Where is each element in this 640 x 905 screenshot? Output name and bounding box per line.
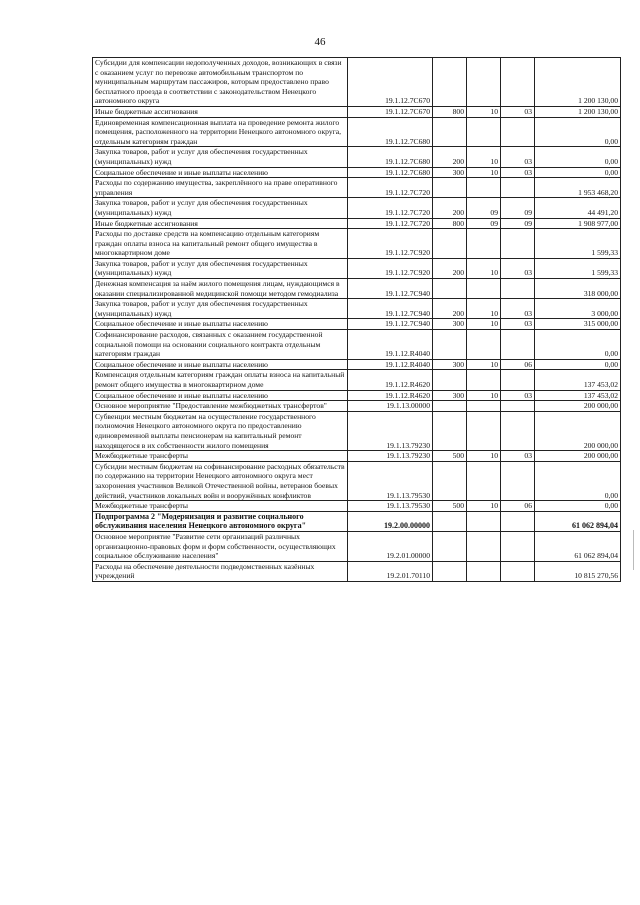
- row-section: 10: [467, 258, 501, 278]
- table-row: [93, 178, 621, 198]
- row-amount: 0,00: [535, 147, 621, 167]
- row-subsection: [501, 229, 535, 259]
- row-section: [467, 401, 501, 412]
- row-subsection: 06: [501, 359, 535, 370]
- row-code: 19.2.01.70110: [348, 561, 433, 581]
- row-section: [467, 330, 501, 360]
- row-code: 19.2.01.00000: [348, 531, 433, 561]
- row-amount: 1 908 977,00: [535, 218, 621, 229]
- table-row: [93, 198, 621, 218]
- row-name: Закупка товаров, работ и услуг для обеспечения государственных (муниципальных) нужд: [93, 299, 348, 319]
- row-expense-type: [433, 117, 467, 147]
- row-amount: 10 815 270,56: [535, 561, 621, 581]
- row-code: 19.1.13.00000: [348, 401, 433, 412]
- row-amount: 200 000,00: [535, 451, 621, 462]
- row-amount: 0,00: [535, 330, 621, 360]
- row-amount: 1 200 130,00: [535, 106, 621, 117]
- row-name: Закупка товаров, работ и услуг для обеспечения государственных (муниципальных) нужд: [93, 147, 348, 167]
- row-amount: 61 062 894,04: [535, 531, 621, 561]
- table-row: [93, 218, 621, 229]
- row-name: Закупка товаров, работ и услуг для обеспечения государственных (муниципальных) нужд: [93, 198, 348, 218]
- row-expense-type: [433, 531, 467, 561]
- row-expense-type: [433, 279, 467, 299]
- row-subsection: [501, 411, 535, 450]
- row-name: Расходы на обеспечение деятельности подведомственных казённых учреждений: [93, 561, 348, 581]
- row-name: Закупка товаров, работ и услуг для обеспечения государственных (муниципальных) нужд: [93, 258, 348, 278]
- row-amount: 0,00: [535, 501, 621, 512]
- row-section: 10: [467, 501, 501, 512]
- row-code: 19.1.12.7С680: [348, 117, 433, 147]
- row-name: Субсидии для компенсации недополученных доходов, возникающих в связи с оказанием услуг по перевозке автомобильным транспортом по муниципальным маршрутам пассажиров, которым предоставлено право бесплатного проезда в соответствии с законодательством Ненецкого автономного округа: [93, 58, 348, 107]
- table-row: [93, 117, 621, 147]
- row-code: 19.1.13.79230: [348, 451, 433, 462]
- row-code: 19.1.12.7С720: [348, 198, 433, 218]
- row-amount: 44 491,20: [535, 198, 621, 218]
- table-row: [93, 258, 621, 278]
- row-code: 19.1.13.79530: [348, 461, 433, 500]
- row-expense-type: 300: [433, 319, 467, 330]
- row-expense-type: [433, 461, 467, 500]
- table-row: [93, 501, 621, 512]
- row-amount: 3 000,00: [535, 299, 621, 319]
- row-amount: 137 453,02: [535, 390, 621, 401]
- row-name: Иные бюджетные ассигнования: [93, 106, 348, 117]
- row-subsection: 03: [501, 319, 535, 330]
- row-expense-type: [433, 178, 467, 198]
- row-amount: 1 599,33: [535, 229, 621, 259]
- row-subsection: 06: [501, 501, 535, 512]
- row-expense-type: 200: [433, 299, 467, 319]
- row-section: 10: [467, 167, 501, 178]
- row-code: 19.1.12.7С670: [348, 106, 433, 117]
- row-section: 10: [467, 390, 501, 401]
- row-name: Субсидии местным бюджетам на софинансирование расходных обязательств по содержанию на территории Ненецкого автономного округа мест захоронения участников Великой Отечественной войны, ветеранов боевых действий, участников локальных войн и вооружённых конфликтов: [93, 461, 348, 500]
- row-expense-type: [433, 511, 467, 531]
- row-expense-type: [433, 401, 467, 412]
- row-name: Денежная компенсация за наём жилого помещения лицам, нуждающимся в оказании специализированной медицинской помощи методом гемодиализа: [93, 279, 348, 299]
- table-row: [93, 511, 621, 531]
- row-subsection: 09: [501, 198, 535, 218]
- row-subsection: [501, 531, 535, 561]
- row-amount: 0,00: [535, 167, 621, 178]
- row-expense-type: [433, 330, 467, 360]
- row-code: 19.1.12.7С720: [348, 178, 433, 198]
- row-name: Софинансирование расходов, связанных с оказанием государственной социальной помощи на основании социального контракта отдельным категориям граждан: [93, 330, 348, 360]
- row-expense-type: 800: [433, 106, 467, 117]
- row-code: 19.1.12.7С920: [348, 258, 433, 278]
- row-expense-type: [433, 58, 467, 107]
- row-name: Основное мероприятие "Предоставление межбюджетных трансфертов": [93, 401, 348, 412]
- row-amount: 200 000,00: [535, 401, 621, 412]
- row-expense-type: 300: [433, 359, 467, 370]
- row-section: [467, 370, 501, 390]
- row-expense-type: 500: [433, 451, 467, 462]
- row-code: 19.1.13.79530: [348, 501, 433, 512]
- page-number: 46: [314, 36, 326, 48]
- table-row: [93, 330, 621, 360]
- row-expense-type: 200: [433, 147, 467, 167]
- row-section: [467, 531, 501, 561]
- row-expense-type: [433, 561, 467, 581]
- row-subsection: 03: [501, 258, 535, 278]
- row-section: [467, 561, 501, 581]
- row-expense-type: 300: [433, 167, 467, 178]
- row-code: 19.1.12.7С720: [348, 218, 433, 229]
- row-code: 19.1.12.7С920: [348, 229, 433, 259]
- table-row: [93, 561, 621, 581]
- row-subsection: 03: [501, 299, 535, 319]
- row-section: [467, 511, 501, 531]
- row-subsection: 03: [501, 106, 535, 117]
- row-section: 09: [467, 198, 501, 218]
- row-amount: 1 953 468,20: [535, 178, 621, 198]
- row-code: 19.1.12.7С940: [348, 319, 433, 330]
- row-amount: 137 453,02: [535, 370, 621, 390]
- row-amount: 200 000,00: [535, 411, 621, 450]
- row-section: [467, 117, 501, 147]
- row-code: 19.1.12.R4040: [348, 359, 433, 370]
- row-name: Межбюджетные трансферты: [93, 451, 348, 462]
- row-code: 19.1.12.7С940: [348, 279, 433, 299]
- row-name: Иные бюджетные ассигнования: [93, 218, 348, 229]
- table-row: [93, 58, 621, 107]
- row-name: Межбюджетные трансферты: [93, 501, 348, 512]
- row-section: 10: [467, 147, 501, 167]
- row-expense-type: 500: [433, 501, 467, 512]
- row-amount: 1 599,33: [535, 258, 621, 278]
- row-subsection: 03: [501, 147, 535, 167]
- table-row: [93, 370, 621, 390]
- row-section: [467, 279, 501, 299]
- table-row: [93, 451, 621, 462]
- row-name: Субвенции местным бюджетам на осуществление государственного полномочия Ненецкого автономного округа по предоставлению единовременной выплаты пенсионерам на капитальный ремонт находящегося в их собственности жилого помещения: [93, 411, 348, 450]
- row-subsection: [501, 461, 535, 500]
- table-body: [93, 58, 621, 582]
- row-subsection: 03: [501, 390, 535, 401]
- budget-table: [92, 57, 621, 582]
- row-name: Единовременная компенсационная выплата на проведение ремонта жилого помещения, расположенного на территории Ненецкого автономного округа, отдельным категориям граждан: [93, 117, 348, 147]
- row-name: Социальное обеспечение и иные выплаты населению: [93, 319, 348, 330]
- row-name: Подпрограмма 2 "Модернизация и развитие социального обслуживания населения Ненецкого автономного округа": [93, 511, 348, 531]
- row-section: 10: [467, 451, 501, 462]
- row-subsection: 03: [501, 167, 535, 178]
- row-expense-type: 800: [433, 218, 467, 229]
- row-amount: 61 062 894,04: [535, 511, 621, 531]
- row-name: Основное мероприятие "Развитие сети организаций различных организационно-правовых форм и форм собственности, осуществляющих социальное обслуживание населения": [93, 531, 348, 561]
- row-code: 19.1.12.7С680: [348, 167, 433, 178]
- row-code: 19.1.13.79230: [348, 411, 433, 450]
- row-subsection: [501, 401, 535, 412]
- row-section: 10: [467, 299, 501, 319]
- row-amount: 0,00: [535, 359, 621, 370]
- table-row: [93, 279, 621, 299]
- row-expense-type: [433, 411, 467, 450]
- table-row: [93, 411, 621, 450]
- table-row: [93, 461, 621, 500]
- table-row: [93, 106, 621, 117]
- row-expense-type: 200: [433, 198, 467, 218]
- row-code: 19.1.12.7С680: [348, 147, 433, 167]
- table-row: [93, 229, 621, 259]
- row-subsection: [501, 561, 535, 581]
- row-section: [467, 178, 501, 198]
- row-section: 09: [467, 218, 501, 229]
- row-section: [467, 229, 501, 259]
- row-name: Компенсация отдельным категориям граждан оплаты взноса на капитальный ремонт общего имущества в многоквартирном доме: [93, 370, 348, 390]
- row-section: 10: [467, 359, 501, 370]
- row-expense-type: [433, 229, 467, 259]
- row-expense-type: 300: [433, 390, 467, 401]
- row-code: 19.1.12.R4620: [348, 370, 433, 390]
- row-subsection: [501, 330, 535, 360]
- row-subsection: 03: [501, 451, 535, 462]
- row-subsection: [501, 370, 535, 390]
- row-amount: 318 000,00: [535, 279, 621, 299]
- row-expense-type: [433, 370, 467, 390]
- table-row: [93, 531, 621, 561]
- row-subsection: [501, 511, 535, 531]
- row-name: Социальное обеспечение и иные выплаты населению: [93, 390, 348, 401]
- table-row: [93, 299, 621, 319]
- row-subsection: 09: [501, 218, 535, 229]
- table-row: [93, 359, 621, 370]
- row-amount: 0,00: [535, 461, 621, 500]
- table-row: [93, 167, 621, 178]
- row-section: 10: [467, 319, 501, 330]
- row-code: 19.1.12.R4620: [348, 390, 433, 401]
- table-row: [93, 319, 621, 330]
- row-section: [467, 461, 501, 500]
- table-row: [93, 390, 621, 401]
- row-amount: 1 200 130,00: [535, 58, 621, 107]
- scan-artifact: [633, 530, 634, 570]
- row-name: Социальное обеспечение и иные выплаты населению: [93, 167, 348, 178]
- row-expense-type: 200: [433, 258, 467, 278]
- row-subsection: [501, 178, 535, 198]
- row-subsection: [501, 117, 535, 147]
- table-row: [93, 401, 621, 412]
- row-code: 19.2.00.00000: [348, 511, 433, 531]
- row-subsection: [501, 279, 535, 299]
- row-amount: 315 000,00: [535, 319, 621, 330]
- row-name: Социальное обеспечение и иные выплаты населению: [93, 359, 348, 370]
- row-section: [467, 58, 501, 107]
- row-code: 19.1.12.7С940: [348, 299, 433, 319]
- row-subsection: [501, 58, 535, 107]
- row-section: 10: [467, 106, 501, 117]
- row-code: 19.1.12.R4040: [348, 330, 433, 360]
- row-name: Расходы по содержанию имущества, закреплённого на праве оперативного управления: [93, 178, 348, 198]
- row-code: 19.1.12.7С670: [348, 58, 433, 107]
- table-row: [93, 147, 621, 167]
- row-section: [467, 411, 501, 450]
- row-amount: 0,00: [535, 117, 621, 147]
- row-name: Расходы по доставке средств на компенсацию отдельным категориям граждан оплаты взноса на капитальный ремонт общего имущества в многоквартирном доме: [93, 229, 348, 259]
